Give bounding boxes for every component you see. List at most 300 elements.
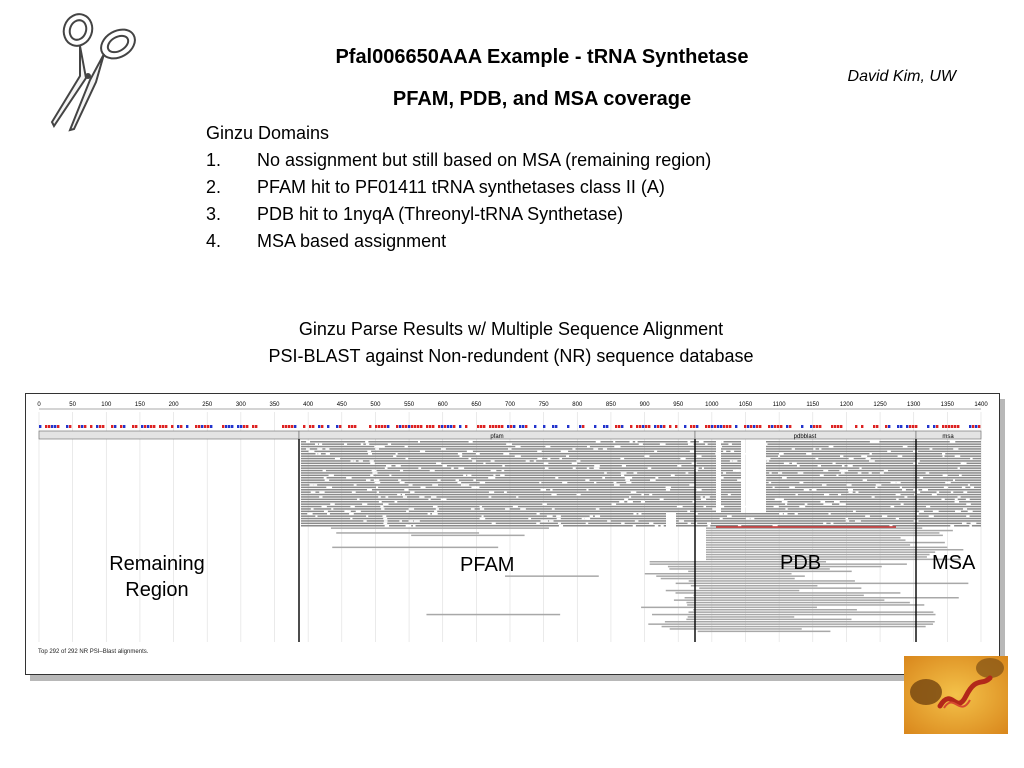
ruler-mark (552, 425, 554, 428)
alignment-gap (848, 465, 853, 467)
alignment-gap (815, 458, 818, 460)
ruler-mark (912, 425, 914, 428)
ruler-mark (927, 425, 929, 428)
alignment-row (301, 475, 716, 477)
alignment-row (674, 599, 884, 601)
ruler-mark (354, 425, 356, 428)
alignment-gap (542, 503, 547, 505)
alignment-gap (747, 467, 752, 469)
ruler-mark (480, 425, 482, 428)
ruler-mark (405, 425, 407, 428)
ruler-mark (747, 425, 749, 428)
alignment-row (766, 467, 981, 469)
ruler-mark (684, 425, 686, 428)
alignment-row (721, 467, 741, 469)
alignment-row (721, 463, 741, 465)
alignment-gap (491, 470, 497, 472)
alignment-row (721, 448, 741, 450)
ruler-mark (618, 425, 620, 428)
alignment-gap (537, 513, 540, 515)
alignment-gap (371, 463, 374, 465)
alignment-gap (421, 487, 426, 489)
alignment-gap (410, 491, 414, 493)
ruler-mark (492, 425, 494, 428)
alignment-row (766, 484, 981, 486)
alignment-gap (327, 513, 330, 515)
alignment-gap (385, 496, 388, 498)
alignment-gap (824, 494, 829, 496)
alignment-gap (779, 453, 784, 455)
alignment-gap (352, 491, 356, 493)
ruler-mark (753, 425, 755, 428)
ruler-mark (228, 425, 230, 428)
alignment-gap (375, 482, 381, 484)
ruler-mark (186, 425, 188, 428)
region-label-msa: MSA (932, 552, 976, 574)
ruler-mark (810, 425, 812, 428)
ruler-mark (162, 425, 164, 428)
alignment-row (721, 465, 741, 467)
alignment-gap (696, 455, 701, 457)
alignment-gap (545, 446, 550, 448)
alignment-gap (805, 503, 808, 505)
ruler-mark (444, 425, 446, 428)
ruler-mark (141, 425, 143, 428)
alignment-gap (958, 467, 960, 469)
alignment-gap (349, 513, 354, 515)
alignment-gap (641, 501, 645, 503)
alignment-row (676, 523, 981, 525)
alignment-gap (660, 499, 664, 501)
ruler-mark (150, 425, 152, 428)
alignment-gap (718, 443, 720, 445)
ruler-mark (819, 425, 821, 428)
alignment-gap (778, 455, 780, 457)
alignment-gap (508, 448, 512, 450)
alignment-gap (759, 465, 761, 467)
alignment-gap (353, 460, 356, 462)
ruler-mark (645, 425, 647, 428)
ruler-mark (507, 425, 509, 428)
alignment-gap (489, 491, 494, 493)
alignment-gap (730, 460, 733, 462)
ruler-tick-label: 1350 (940, 402, 955, 408)
alignment-gap (750, 518, 754, 520)
alignment-gap (406, 525, 412, 527)
alignment-row (766, 479, 981, 481)
alignment-row (641, 607, 817, 609)
alignment-gap (775, 499, 780, 501)
alignment-gap (368, 453, 372, 455)
ruler-tick-label: 900 (639, 402, 650, 408)
alignment-gap (629, 496, 631, 498)
ruler-mark (225, 425, 227, 428)
alignment-row (721, 453, 741, 455)
alignment-gap (396, 465, 401, 467)
ruler-mark (318, 425, 320, 428)
alignment-row (650, 563, 907, 565)
ruler-mark (285, 425, 287, 428)
ruler-mark (534, 425, 536, 428)
alignment-gap (436, 463, 441, 465)
alignment-gap (666, 489, 670, 491)
alignment-gap (671, 475, 675, 477)
alignment-row (301, 506, 716, 508)
alignment-gap (823, 470, 828, 472)
alignment-gap (944, 487, 948, 489)
alignment-gap (594, 467, 600, 469)
ruler-mark (411, 425, 413, 428)
alignment-gap (677, 465, 681, 467)
ruler-mark (786, 425, 788, 428)
ruler-mark (45, 425, 47, 428)
alignment-gap (945, 482, 951, 484)
alignment-row (301, 491, 716, 493)
alignment-gap (378, 446, 382, 448)
alignment-row (301, 463, 716, 465)
alignment-gap (441, 499, 447, 501)
alignment-gap (369, 460, 373, 462)
alignment-gap (326, 487, 332, 489)
alignment-gap (969, 525, 972, 527)
alignment-gap (953, 448, 958, 450)
ruler-mark (780, 425, 782, 428)
alignment-gap (309, 484, 313, 486)
ruler-mark (933, 425, 935, 428)
alignment-gap (639, 443, 643, 445)
ruler-mark (159, 425, 161, 428)
alignment-row (721, 501, 741, 503)
ruler-mark (936, 425, 938, 428)
alignment-gap (433, 506, 438, 508)
alignment-gap (472, 460, 476, 462)
ruler-mark (771, 425, 773, 428)
alignment-row (301, 460, 716, 462)
alignment-gap (903, 446, 908, 448)
alignment-gap (556, 515, 561, 517)
ruler-mark (255, 425, 257, 428)
alignment-gap (660, 443, 666, 445)
alignment-gap (469, 441, 473, 443)
alignment-row (698, 631, 831, 633)
ruler-mark (57, 425, 59, 428)
ruler-tick-label: 750 (538, 402, 549, 408)
ruler-mark (336, 425, 338, 428)
alignment-gap (550, 489, 552, 491)
alignment-gap (687, 511, 690, 513)
alignment-gap (383, 503, 386, 505)
alignment-gap (393, 455, 396, 457)
alignment-gap (937, 491, 940, 493)
alignment-gap (489, 477, 495, 479)
alignment-gap (361, 443, 364, 445)
alignment-gap (325, 479, 329, 481)
alignment-row (301, 458, 716, 460)
alignment-row (301, 482, 716, 484)
alignment-gap (673, 525, 675, 527)
alignment-row (706, 537, 901, 539)
alignment-gap (405, 458, 408, 460)
alignment-gap (929, 515, 933, 517)
alignment-row (766, 506, 981, 508)
ruler-mark (429, 425, 431, 428)
alignment-gap (367, 451, 371, 453)
alignment-row (721, 494, 741, 496)
ruler-mark (375, 425, 377, 428)
alignment-gap (785, 508, 787, 510)
alignment-gap (515, 446, 520, 448)
ruler-mark (465, 425, 467, 428)
figure-caption: Top 292 of 292 NR PSI–Blast alignments. (38, 649, 149, 655)
alignment-gap (736, 470, 741, 472)
alignment-gap (595, 515, 600, 517)
alignment-gap (692, 463, 697, 465)
alignment-gap (491, 460, 495, 462)
ruler-mark (654, 425, 656, 428)
alignment-row (301, 441, 716, 443)
alignment-gap (833, 463, 836, 465)
alignment-gap (374, 446, 378, 448)
ruler-mark (294, 425, 296, 428)
ruler-tick-label: 850 (605, 402, 616, 408)
alignment-row (301, 520, 666, 522)
alignment-gap (585, 518, 590, 520)
alignment-row (301, 523, 666, 525)
ruler-mark (459, 425, 461, 428)
ruler-mark (660, 425, 662, 428)
alignment-gap (377, 491, 379, 493)
alignment-gap (594, 482, 596, 484)
alignment-gap (688, 523, 691, 525)
ruler-mark (69, 425, 71, 428)
alignment-gap (737, 479, 743, 481)
alignment-gap (386, 465, 389, 467)
alignment-gap (467, 475, 471, 477)
ruler-mark (888, 425, 890, 428)
ruler-mark (582, 425, 584, 428)
alignment-gap (626, 477, 632, 479)
alignment-row (301, 465, 716, 467)
alignment-gap (536, 523, 540, 525)
alignment-gap (558, 523, 561, 525)
alignment-gap (813, 448, 815, 450)
alignment-row (721, 499, 741, 501)
alignment-gap (559, 525, 563, 527)
alignment-gap (872, 496, 875, 498)
alignment-gap (366, 515, 368, 517)
ruler-mark (831, 425, 833, 428)
ruler-mark (489, 425, 491, 428)
alignment-row (656, 575, 805, 577)
ruler-mark (246, 425, 248, 428)
alignment-gap (557, 518, 561, 520)
alignment-row (721, 477, 741, 479)
alignment-gap (388, 443, 391, 445)
alignment-gap (464, 484, 470, 486)
ruler-mark (450, 425, 452, 428)
alignment-gap (325, 448, 329, 450)
alignment-gap (625, 479, 630, 481)
alignment-gap (876, 484, 882, 486)
alignment-gap (516, 496, 518, 498)
alignment-gap (666, 487, 671, 489)
ruler-tick-label: 650 (471, 402, 482, 408)
alignment-gap (363, 520, 366, 522)
alignment-gap (307, 513, 312, 515)
ruler-mark (873, 425, 875, 428)
alignment-gap (822, 484, 827, 486)
alignment-gap (612, 503, 617, 505)
alignment-gap (403, 496, 407, 498)
ruler-mark (165, 425, 167, 428)
alignment-gap (409, 484, 413, 486)
ruler-mark (594, 425, 596, 428)
alignment-gap (621, 523, 624, 525)
domain-number: 4. (206, 231, 222, 251)
alignment-gap (759, 475, 763, 477)
alignment-gap (633, 525, 636, 527)
ruler-mark (381, 425, 383, 428)
alignment-gap (431, 496, 436, 498)
alignment-gap (751, 511, 753, 513)
ruler-mark (414, 425, 416, 428)
alignment-row (301, 494, 716, 496)
alignment-row (699, 587, 861, 589)
alignment-gap (896, 499, 899, 501)
ruler-tick-label: 250 (202, 402, 213, 408)
ruler-mark (690, 425, 692, 428)
alignment-row (691, 585, 818, 587)
alignment-gap (955, 501, 959, 503)
alignment-gap (395, 501, 398, 503)
ruler-mark (555, 425, 557, 428)
alignment-row (721, 475, 741, 477)
ruler-mark (813, 425, 815, 428)
alignment-gap (875, 487, 877, 489)
alignment-gap (621, 472, 627, 474)
alignment-row (706, 542, 945, 544)
ruler-mark (396, 425, 398, 428)
alignment-gap (733, 460, 738, 462)
alignment-gap (493, 475, 495, 477)
alignment-gap (761, 477, 766, 479)
ruler-mark (147, 425, 149, 428)
alignment-gap (309, 451, 315, 453)
alignment-gap (331, 508, 333, 510)
alignment-gap (566, 455, 569, 457)
domain-item (206, 177, 665, 198)
alignment-gap (804, 489, 807, 491)
ruler-mark (978, 425, 980, 428)
alignment-gap (836, 475, 838, 477)
alignment-gap (848, 491, 852, 493)
ruler-tick-label: 800 (572, 402, 583, 408)
alignment-gap (314, 484, 317, 486)
alignment-gap (784, 463, 789, 465)
alignment-gap (943, 475, 948, 477)
region-label-remaining (102, 551, 212, 603)
alignment-row (706, 544, 910, 546)
alignment-gap (840, 455, 843, 457)
alignment-gap (596, 508, 600, 510)
ruler-mark (51, 425, 53, 428)
alignment-gap (402, 494, 405, 496)
ruler-tick-label: 700 (504, 402, 516, 408)
alignment-gap (503, 453, 509, 455)
alignment-gap (419, 496, 424, 498)
alignment-gap (367, 489, 372, 491)
alignment-gap (929, 448, 932, 450)
ruler-mark (483, 425, 485, 428)
alignment-row (766, 503, 981, 505)
alignment-row (766, 458, 981, 460)
slide-title: Pfal006650AAA Example - tRNA Synthetase (335, 46, 749, 68)
domain-bars (39, 431, 981, 440)
alignment-gap (420, 451, 425, 453)
alignment-row (645, 573, 792, 575)
alignment-gap (828, 513, 830, 515)
alignment-gap (520, 508, 526, 510)
ruler-mark (180, 425, 182, 428)
ruler-tick-label: 600 (437, 402, 448, 408)
alignment-gap (541, 489, 547, 491)
alignment-row (721, 487, 741, 489)
alignment-gap (882, 515, 887, 517)
ruler-mark (495, 425, 497, 428)
alignment-gap (428, 513, 431, 515)
alignment-gap (782, 477, 787, 479)
ruler-tick-label: 200 (168, 402, 179, 408)
alignment-gap (400, 482, 405, 484)
ruler-mark (648, 425, 650, 428)
ruler-tick-label: 0 (37, 402, 41, 408)
ruler-mark (675, 425, 677, 428)
alignment-row (685, 597, 959, 599)
alignment-gap (859, 467, 861, 469)
alignment-gap (381, 508, 384, 510)
alignment-row (721, 482, 741, 484)
alignment-gap (551, 494, 556, 496)
alignment-gap (932, 515, 934, 517)
ruler-mark (657, 425, 659, 428)
ruler-mark (948, 425, 950, 428)
alignment-gap (744, 453, 746, 455)
ruler-mark (81, 425, 83, 428)
domain-text: No assignment but still based on MSA (remaining region) (257, 150, 712, 170)
alignment-gap (703, 506, 706, 508)
alignment-gap (471, 487, 476, 489)
ruler-mark (906, 425, 908, 428)
alignment-gap (620, 458, 624, 460)
ruler-mark (426, 425, 428, 428)
ruler-mark (66, 425, 68, 428)
alignment-gap (720, 518, 723, 520)
alignment-gap (437, 479, 440, 481)
ruler-tick-label: 950 (673, 402, 684, 408)
alignment-gap (329, 475, 334, 477)
alignment-gap (480, 508, 484, 510)
alignment-gap (699, 441, 704, 443)
alignment-gap (866, 458, 871, 460)
alignment-row (301, 451, 716, 453)
alignment-gap (315, 443, 318, 445)
ruler-mark (198, 425, 200, 428)
alignment-row (688, 571, 852, 573)
ruler-mark (543, 425, 545, 428)
ruler-mark (942, 425, 944, 428)
alignment-gap (798, 472, 804, 474)
alignment-gap (351, 460, 353, 462)
